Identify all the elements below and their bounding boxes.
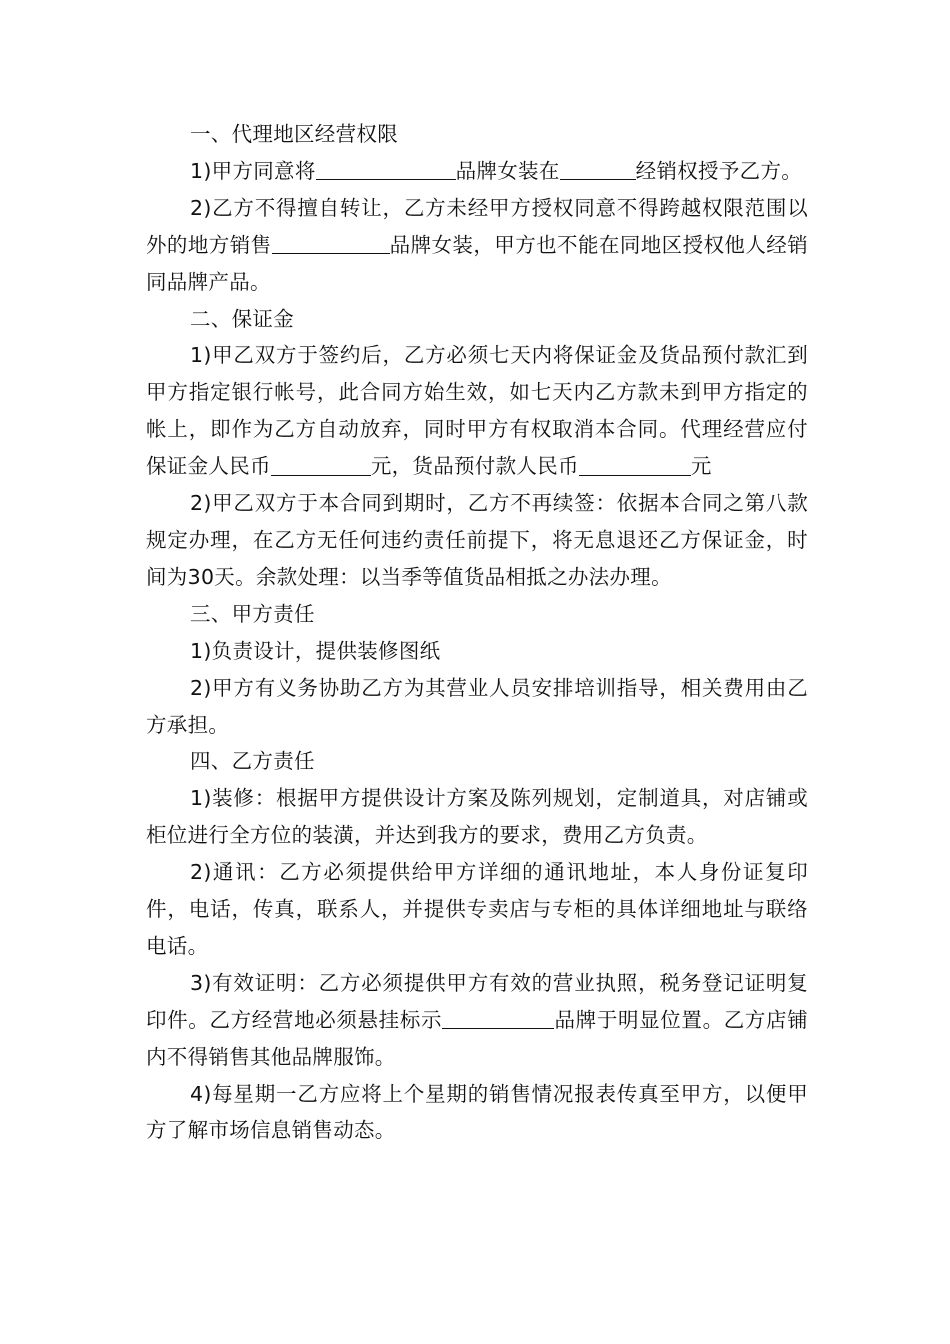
blank-line (272, 232, 390, 255)
clause: 2)乙方不得擅自转让，乙方未经甲方授权同意不得跨越权限范围以外的地方销售 品牌女装，甲方也不能在同地区授权他人经销同品牌产品。 (146, 195, 808, 294)
blank-line (560, 158, 636, 181)
blank-line (271, 453, 371, 476)
clause: 2)通讯：乙方必须提供给甲方详细的通讯地址，本人身份证复印件，电话，传真，联系人，并提供专卖店与专柜的具体详细地址与联络电话。 (146, 860, 808, 958)
contract-body (146, 116, 808, 1149)
clause: 1)装修：根据甲方提供设计方案及陈列规划，定制道具，对店铺或柜位进行全方位的装潢，并达到我方的要求，费用乙方负责。 (146, 786, 808, 848)
clause: 4)每星期一乙方应将上个星期的销售情况报表传真至甲方，以便甲方了解市场信息销售动态。 (146, 1081, 808, 1143)
section-heading: 一、代理地区经营权限 (190, 122, 398, 146)
section-heading: 三、甲方责任 (190, 601, 315, 626)
blank-line (316, 158, 456, 181)
blank-line (579, 453, 691, 476)
clause: 2)甲方有义务协助乙方为其营业人员安排培训指导，相关费用由乙方承担。 (146, 675, 808, 737)
section-heading: 二、保证金 (190, 306, 294, 331)
clause: 1)甲方同意将 品牌女装在 经销权授予乙方。 (190, 158, 803, 183)
clause: 1)甲乙双方于签约后，乙方必须七天内将保证金及货品预付款汇到甲方指定银行帐号，此合同方始生效，如七天内乙方款未到甲方指定的帐上，即作为乙方自动放弃，同时甲方有权取消本合同。代理经营应付保证金人民币 元，货品预付款人民币 元 (146, 343, 808, 479)
section-heading: 四、乙方责任 (190, 749, 315, 774)
clause: 3)有效证明：乙方必须提供甲方有效的营业执照，税务登记证明复印件。乙方经营地必须悬挂标示 品牌于明显位置。乙方店铺内不得销售其他品牌服饰。 (146, 970, 808, 1069)
clause: 2)甲乙双方于本合同到期时，乙方不再续签：依据本合同之第八款规定办理，在乙方无任何违约责任前提下，将无息退还乙方保证金，时间为30天。余款处理：以当季等值货品相抵之办法办理。 (146, 491, 808, 589)
clause: 1)负责设计，提供装修图纸 (190, 638, 441, 663)
blank-line (442, 1007, 554, 1030)
